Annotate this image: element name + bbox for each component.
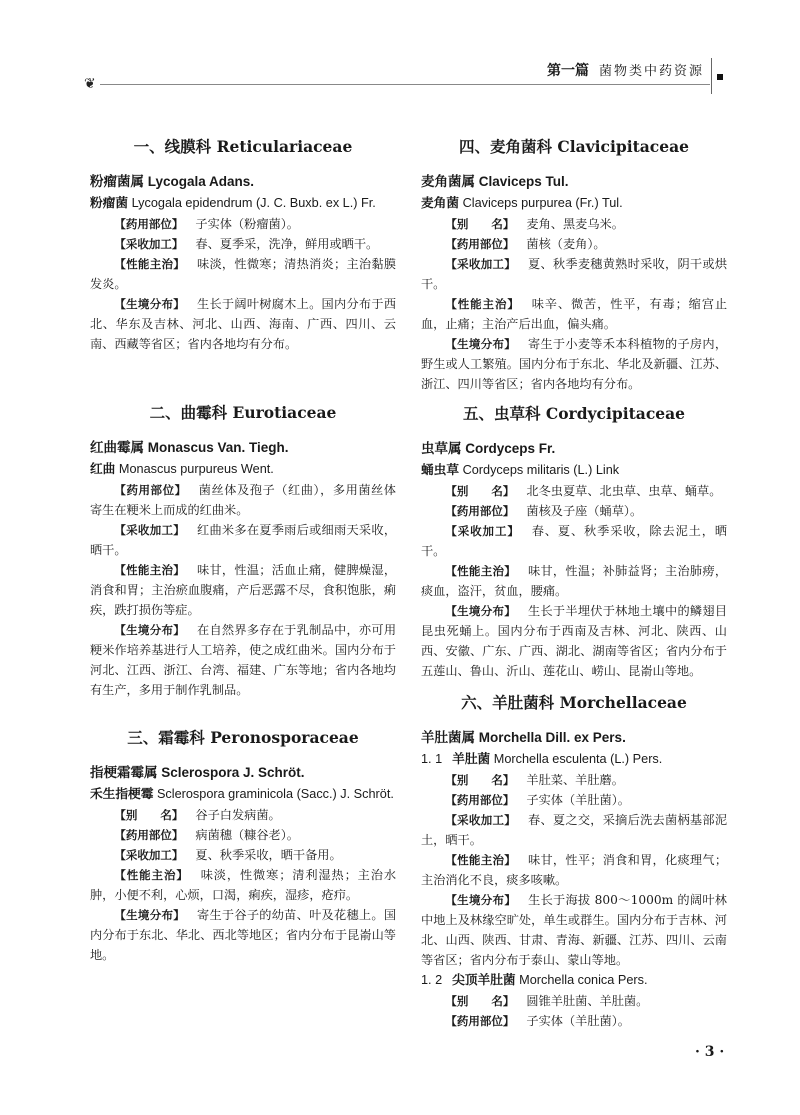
family-section [421, 693, 727, 1031]
entry-text: 夏、秋季采收，晒干备用。 [195, 848, 342, 862]
entry-label: 【采收加工】 [114, 848, 184, 862]
entry-text: 味淡，性微寒；清热消炎；主治黏膜发炎。 [90, 257, 397, 291]
entry-item [421, 254, 727, 294]
species-name-latin: Lycogala epidendrum (J. C. Buxb. ex L.) Fr. [128, 196, 376, 210]
entry-text: 春、夏、秋季采收，除去泥土，晒干。 [421, 524, 728, 558]
entry-label: 【采收加工】 [445, 813, 516, 827]
entry-item [421, 770, 727, 790]
entry-item [90, 905, 396, 965]
entry-item [90, 520, 396, 560]
entry-text: 病菌穗（糠谷老）。 [195, 828, 299, 842]
entry-item [421, 601, 727, 681]
entry-label: 【性能主治】 [114, 563, 185, 577]
entry-item [421, 790, 727, 810]
entry-label: 【生境分布】 [445, 337, 516, 351]
entry-item [421, 890, 727, 970]
entry-text: 寄生于谷子的幼苗、叶及花穗上。国内分布于东北、华北、西北等地区；省内分布于昆嵛山等地。 [90, 908, 397, 962]
entry-item [90, 865, 396, 905]
entry-item [90, 805, 396, 825]
entry-text: 味辛、微苦，性平，有毒；缩宫止血，止痛；主治产后出血，偏头痛。 [421, 297, 728, 331]
entry-item [421, 481, 727, 501]
entry-item [421, 1011, 727, 1031]
entry-item [90, 480, 396, 520]
entry-text: 菌核及子座（蛹草）。 [526, 504, 643, 518]
entry-item [421, 214, 727, 234]
genus-heading: 指梗霜霉属 Sclerospora J. Schröt. [90, 765, 305, 780]
family-section [90, 137, 396, 354]
species-name-latin: Monascus purpureus Went. [115, 462, 274, 476]
family-name-latin: Eurotiaceae [232, 403, 337, 422]
entry-text: 谷子白发病菌。 [195, 808, 281, 822]
entry-item [90, 845, 396, 865]
species-name-latin: Cordyceps militaris (L.) Link [459, 463, 620, 477]
entry-text: 味淡，性微寒；清利湿热；主治水肿，小便不利，心烦，口渴，痢疾，湿疹，疮疖。 [90, 868, 397, 902]
entry-label: 【生境分布】 [114, 297, 185, 311]
family-heading [421, 137, 727, 157]
entry-text: 红曲米多在夏季雨后或细雨天采收，晒干。 [90, 523, 397, 557]
entry-text: 寄生于小麦等禾本科植物的子房内，野生或人工繁殖。国内分布于东北、华北及新疆、江苏、浙江、四川等省区；省内各地均有分布。 [421, 337, 728, 391]
entry-text: 子实体（粉瘤菌）。 [195, 217, 299, 231]
entry-label: 【药用部位】 [445, 1014, 515, 1028]
species-name-latin: Morchella esculenta (L.) Pers. [490, 752, 663, 766]
entry-label: 【采收加工】 [114, 523, 185, 537]
entry-label: 【药用部位】 [114, 217, 184, 231]
entry-text: 味甘，性平；消食和胃，化痰理气；主治消化不良，痰多咳嗽。 [421, 853, 728, 887]
entry-item [421, 810, 727, 850]
entry-label: 【性能主治】 [445, 853, 516, 867]
family-section [421, 404, 727, 681]
entry-item [421, 294, 727, 334]
family-name-latin: Peronosporaceae [210, 728, 359, 747]
entry-label: 【生境分布】 [114, 623, 185, 637]
entry-label: 【药用部位】 [445, 504, 515, 518]
entry-item [90, 214, 396, 234]
species-name-cn: 禾生指梗霉 [90, 787, 154, 801]
family-heading [421, 693, 727, 713]
genus-heading: 虫草属 Cordyceps Fr. [421, 441, 556, 456]
entry-text: 生长于半埋伏于林地土壤中的鳞翅目昆虫死蛹上。国内分布于西南及吉林、河北、陕西、山西、安徽、广东、广西、湖北、湖南等省区；省内分布于五莲山、鲁山、沂山、莲花山、崂山、昆嵛山等地。 [421, 604, 728, 678]
entry-text: 生长于海拔 800～1000m 的阔叶林中地上及林缘空旷处，单生或群生。国内分布于吉林、河北、山西、陕西、甘肃、青海、新疆、江苏、四川、云南等省区；省内分布于泰山、蒙山等地。 [421, 893, 727, 967]
entry-text: 圆锥羊肚菌、羊肚菌。 [526, 994, 649, 1008]
species-name-latin: Morchella conica Pers. [515, 973, 648, 987]
entry-label: 【药用部位】 [114, 828, 184, 842]
family-name-cn: 一、线膜科 [133, 138, 212, 156]
entry-item [421, 850, 727, 890]
entry-item [90, 560, 396, 620]
entry-item [90, 825, 396, 845]
species-name-cn: 尖顶羊肚菌 [452, 973, 516, 987]
part-label: 第一篇 [546, 63, 589, 79]
entry-label: 【性能主治】 [114, 257, 185, 271]
species-heading [421, 460, 727, 481]
running-header [547, 62, 704, 81]
entry-item [421, 334, 727, 394]
entry-text: 春、夏之交，采摘后洗去菌柄基部泥土，晒干。 [421, 813, 728, 847]
entry-label: 【生境分布】 [445, 604, 516, 618]
part-title: 菌物类中药资源 [598, 64, 704, 79]
entry-item [421, 234, 727, 254]
species-name-cn: 红曲 [90, 462, 116, 476]
entry-label: 【药用部位】 [114, 483, 187, 497]
entry-text: 子实体（羊肚菌）。 [526, 793, 630, 807]
species-heading [421, 193, 727, 214]
family-name-latin: Clavicipitaceae [557, 137, 690, 156]
entry-item [90, 234, 396, 254]
entry-text: 生长于阔叶树腐木上。国内分布于西北、华东及吉林、河北、山西、海南、广西、四川、云南、西藏等省区；省内各地均有分布。 [90, 297, 397, 351]
species-name-cn: 羊肚菌 [452, 752, 491, 766]
family-name-cn: 六、羊肚菌科 [461, 694, 555, 712]
entry-label: 【别 名】 [445, 484, 515, 498]
species-name-cn: 麦角菌 [421, 196, 460, 210]
entry-text: 味甘，性温；补肺益肾；主治肺痨，痰血，盗汗，贫血，腰痛。 [421, 564, 728, 598]
species-name-cn: 粉瘤菌 [90, 196, 129, 210]
genus-heading: 粉瘤菌属 Lycogala Adans. [90, 174, 255, 189]
entry-text: 菌核（麦角）。 [526, 237, 606, 251]
entry-text: 麦角、黑麦乌米。 [526, 217, 624, 231]
species-heading [421, 970, 727, 991]
entry-label: 【别 名】 [445, 994, 515, 1008]
entry-item [90, 294, 396, 354]
family-name-cn: 五、虫草科 [462, 405, 541, 423]
genus-heading: 红曲霉属 Monascus Van. Tiegh. [90, 440, 289, 455]
header-divider [711, 58, 712, 94]
header-ornament-icon: ❦ [84, 76, 96, 92]
family-heading [90, 137, 396, 157]
family-heading [90, 728, 396, 748]
entry-label: 【采收加工】 [445, 257, 516, 271]
entry-label: 【性能主治】 [445, 297, 520, 311]
entry-label: 【采收加工】 [114, 237, 184, 251]
entry-label: 【性能主治】 [114, 868, 189, 882]
species-heading [421, 749, 727, 770]
entry-item [421, 561, 727, 601]
species-number: 1. 1 [421, 752, 443, 766]
family-name-latin: Reticulariaceae [216, 137, 353, 156]
species-name-cn: 蛹虫草 [421, 463, 460, 477]
family-name-cn: 二、曲霉科 [149, 404, 228, 422]
entry-label: 【别 名】 [445, 217, 515, 231]
species-number: 1. 2 [421, 973, 443, 987]
entry-item [421, 521, 727, 561]
genus-heading: 羊肚菌属 Morchella Dill. ex Pers. [421, 730, 626, 745]
family-name-latin: Cordycipitaceae [545, 404, 686, 423]
entry-label: 【生境分布】 [445, 893, 517, 907]
page-number: · 3 · [695, 1044, 725, 1060]
species-heading [90, 784, 396, 805]
entry-item [90, 254, 396, 294]
entry-item [421, 991, 727, 1011]
entry-item [90, 620, 396, 700]
family-section [421, 137, 727, 394]
species-name-latin: Claviceps purpurea (Fr.) Tul. [459, 196, 623, 210]
entry-label: 【性能主治】 [445, 564, 516, 578]
entry-label: 【别 名】 [445, 773, 515, 787]
entry-text: 菌丝体及孢子（红曲），多用菌丝体寄生在粳米上而成的红曲米。 [90, 483, 396, 517]
entry-text: 北冬虫夏草、北虫草、虫草、蛹草。 [526, 484, 722, 498]
species-heading [90, 193, 396, 214]
entry-label: 【生境分布】 [114, 908, 185, 922]
family-section [90, 403, 396, 700]
entry-text: 羊肚菜、羊肚蘑。 [526, 773, 624, 787]
entry-item [421, 501, 727, 521]
entry-text: 味甘，性温；活血止痛，健脾燥湿，消食和胃；主治瘀血腹痛，产后恶露不尽，食积饱胀，痢疾，跌打损伤等症。 [90, 563, 397, 617]
entry-label: 【别 名】 [114, 808, 184, 822]
family-heading [90, 403, 396, 423]
family-heading [421, 404, 727, 424]
genus-heading: 麦角菌属 Claviceps Tul. [421, 174, 569, 189]
family-name-cn: 三、霜霉科 [127, 729, 205, 747]
species-heading [90, 459, 396, 480]
entry-label: 【药用部位】 [445, 237, 515, 251]
entry-text: 春、夏季采，洗净，鲜用或晒干。 [195, 237, 379, 251]
entry-text: 子实体（羊肚菌）。 [526, 1014, 630, 1028]
entry-text: 夏、秋季麦穗黄熟时采收，阴干或烘干。 [421, 257, 728, 291]
species-name-latin: Sclerospora graminicola (Sacc.) J. Schröt. [153, 787, 394, 801]
header-rule [100, 84, 710, 85]
entry-text: 在自然界多存在于乳制品中，亦可用粳米作培养基进行人工培养，使之成红曲米。国内分布于河北、江西、浙江、台湾、福建、广东等地；省内各地均有生产，多用于制作乳制品。 [90, 623, 397, 697]
family-section [90, 728, 396, 965]
header-square-icon [717, 74, 723, 80]
entry-label: 【采收加工】 [445, 524, 520, 538]
family-name-latin: Morchellaceae [559, 693, 687, 712]
family-name-cn: 四、麦角菌科 [458, 138, 552, 156]
entry-label: 【药用部位】 [445, 793, 515, 807]
